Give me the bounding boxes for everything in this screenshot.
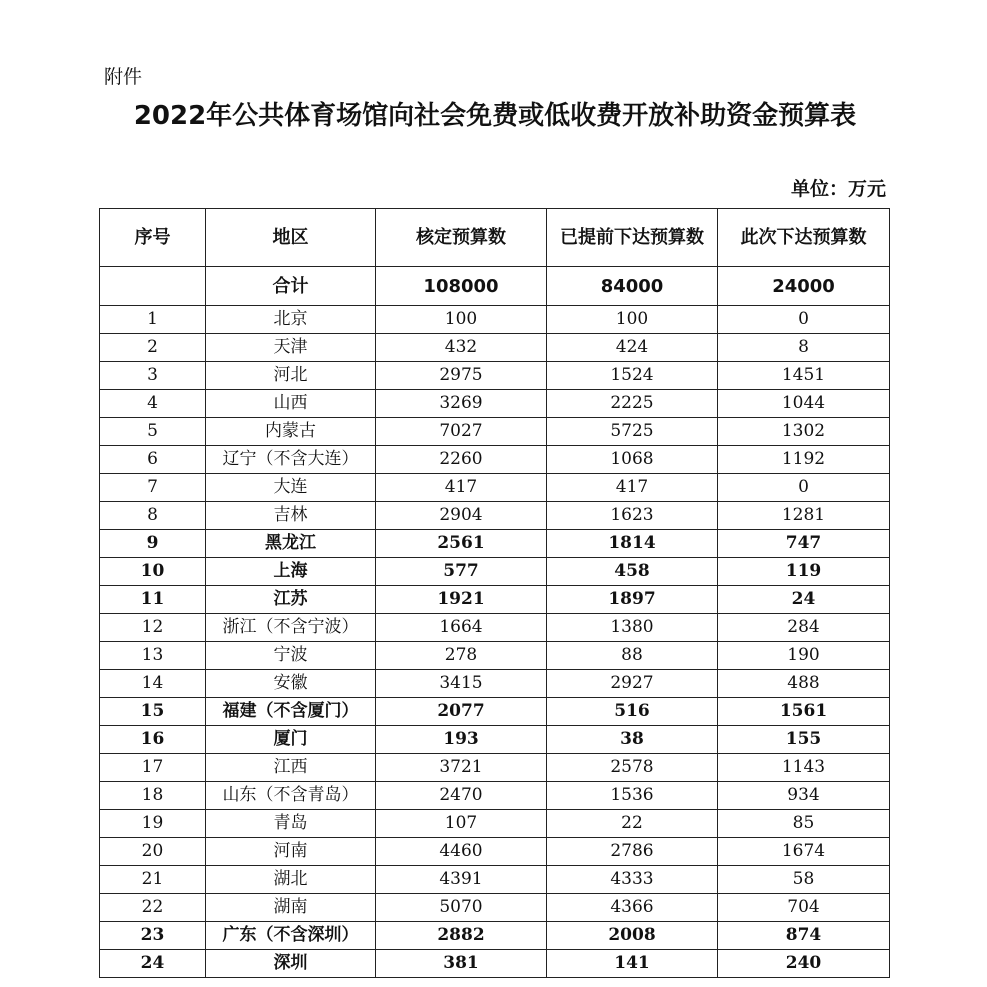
row-current: 119 <box>718 558 890 586</box>
row-number: 1 <box>100 306 206 334</box>
row-advance: 1068 <box>547 446 718 474</box>
row-number: 18 <box>100 782 206 810</box>
row-approved: 2077 <box>376 698 547 726</box>
row-number: 23 <box>100 922 206 950</box>
table-row <box>100 838 890 866</box>
row-approved: 381 <box>376 950 547 978</box>
row-advance: 2578 <box>547 754 718 782</box>
row-number: 7 <box>100 474 206 502</box>
row-number: 9 <box>100 530 206 558</box>
row-advance: 1623 <box>547 502 718 530</box>
table-row <box>100 334 890 362</box>
table-row <box>100 306 890 334</box>
row-approved: 4391 <box>376 866 547 894</box>
row-advance: 2786 <box>547 838 718 866</box>
table-row <box>100 530 890 558</box>
row-current: 747 <box>718 530 890 558</box>
header-advance: 已提前下达预算数 <box>547 209 718 267</box>
header-region: 地区 <box>206 209 376 267</box>
header-no: 序号 <box>100 209 206 267</box>
row-region: 宁波 <box>206 642 376 670</box>
header-approved: 核定预算数 <box>376 209 547 267</box>
row-advance: 1897 <box>547 586 718 614</box>
row-approved: 5070 <box>376 894 547 922</box>
row-approved: 7027 <box>376 418 547 446</box>
row-current: 1674 <box>718 838 890 866</box>
row-region: 江西 <box>206 754 376 782</box>
table-row <box>100 586 890 614</box>
row-current: 240 <box>718 950 890 978</box>
row-current: 155 <box>718 726 890 754</box>
header-current: 此次下达预算数 <box>718 209 890 267</box>
row-number: 22 <box>100 894 206 922</box>
row-approved: 417 <box>376 474 547 502</box>
row-approved: 3269 <box>376 390 547 418</box>
row-number: 5 <box>100 418 206 446</box>
row-current: 24 <box>718 586 890 614</box>
row-advance: 4333 <box>547 866 718 894</box>
row-advance: 2927 <box>547 670 718 698</box>
row-current: 190 <box>718 642 890 670</box>
row-current: 1044 <box>718 390 890 418</box>
row-approved: 2561 <box>376 530 547 558</box>
row-advance: 4366 <box>547 894 718 922</box>
table-row <box>100 614 890 642</box>
row-number: 12 <box>100 614 206 642</box>
row-number: 2 <box>100 334 206 362</box>
unit-label: 单位：万元 <box>790 178 886 200</box>
row-approved: 3721 <box>376 754 547 782</box>
row-current: 488 <box>718 670 890 698</box>
total-approved: 108000 <box>376 267 547 306</box>
row-approved: 2975 <box>376 362 547 390</box>
table-row <box>100 558 890 586</box>
table-row <box>100 782 890 810</box>
row-number: 17 <box>100 754 206 782</box>
row-current: 1281 <box>718 502 890 530</box>
row-approved: 100 <box>376 306 547 334</box>
row-region: 内蒙古 <box>206 418 376 446</box>
attachment-label: 附件 <box>104 66 143 88</box>
row-region: 吉林 <box>206 502 376 530</box>
row-region: 广东（不含深圳） <box>206 922 376 950</box>
row-current: 0 <box>718 474 890 502</box>
row-number: 21 <box>100 866 206 894</box>
row-region: 湖北 <box>206 866 376 894</box>
row-number: 19 <box>100 810 206 838</box>
row-region: 福建（不含厦门） <box>206 698 376 726</box>
row-approved: 278 <box>376 642 547 670</box>
row-advance: 5725 <box>547 418 718 446</box>
row-region: 天津 <box>206 334 376 362</box>
total-label: 合计 <box>206 267 376 306</box>
table-row <box>100 642 890 670</box>
row-advance: 100 <box>547 306 718 334</box>
table-row <box>100 894 890 922</box>
row-number: 11 <box>100 586 206 614</box>
row-region: 河北 <box>206 362 376 390</box>
row-current: 0 <box>718 306 890 334</box>
row-number: 16 <box>100 726 206 754</box>
row-approved: 107 <box>376 810 547 838</box>
row-advance: 1536 <box>547 782 718 810</box>
row-approved: 2882 <box>376 922 547 950</box>
table-row <box>100 670 890 698</box>
row-approved: 577 <box>376 558 547 586</box>
row-advance: 417 <box>547 474 718 502</box>
row-approved: 1664 <box>376 614 547 642</box>
row-advance: 2225 <box>547 390 718 418</box>
row-advance: 1814 <box>547 530 718 558</box>
row-number: 14 <box>100 670 206 698</box>
row-region: 黑龙江 <box>206 530 376 558</box>
row-current: 58 <box>718 866 890 894</box>
row-current: 8 <box>718 334 890 362</box>
table-row <box>100 362 890 390</box>
table-row <box>100 810 890 838</box>
page-title: 2022年公共体育场馆向社会免费或低收费开放补助资金预算表 <box>133 101 857 131</box>
row-advance: 1380 <box>547 614 718 642</box>
row-approved: 2470 <box>376 782 547 810</box>
table-row <box>100 390 890 418</box>
row-region: 江苏 <box>206 586 376 614</box>
header-row <box>100 209 890 267</box>
row-current: 1192 <box>718 446 890 474</box>
row-approved: 432 <box>376 334 547 362</box>
total-row <box>100 267 890 306</box>
row-region: 安徽 <box>206 670 376 698</box>
budget-table <box>99 208 890 978</box>
table-row <box>100 922 890 950</box>
row-advance: 141 <box>547 950 718 978</box>
row-current: 1561 <box>718 698 890 726</box>
table-row <box>100 446 890 474</box>
table-row <box>100 474 890 502</box>
row-region: 山东（不含青岛） <box>206 782 376 810</box>
row-region: 大连 <box>206 474 376 502</box>
row-current: 1143 <box>718 754 890 782</box>
row-number: 6 <box>100 446 206 474</box>
row-region: 河南 <box>206 838 376 866</box>
row-region: 青岛 <box>206 810 376 838</box>
row-number: 4 <box>100 390 206 418</box>
row-region: 北京 <box>206 306 376 334</box>
table-row <box>100 754 890 782</box>
row-number: 20 <box>100 838 206 866</box>
row-region: 辽宁（不含大连） <box>206 446 376 474</box>
row-advance: 458 <box>547 558 718 586</box>
row-current: 1302 <box>718 418 890 446</box>
row-approved: 2904 <box>376 502 547 530</box>
row-number: 13 <box>100 642 206 670</box>
table-row <box>100 726 890 754</box>
table-row <box>100 866 890 894</box>
row-advance: 22 <box>547 810 718 838</box>
row-region: 上海 <box>206 558 376 586</box>
table-row <box>100 698 890 726</box>
total-no <box>100 267 206 306</box>
row-region: 浙江（不含宁波） <box>206 614 376 642</box>
row-number: 3 <box>100 362 206 390</box>
row-number: 8 <box>100 502 206 530</box>
table-row <box>100 950 890 978</box>
row-approved: 4460 <box>376 838 547 866</box>
row-current: 704 <box>718 894 890 922</box>
row-number: 10 <box>100 558 206 586</box>
row-current: 284 <box>718 614 890 642</box>
row-advance: 88 <box>547 642 718 670</box>
row-number: 24 <box>100 950 206 978</box>
row-region: 厦门 <box>206 726 376 754</box>
row-approved: 2260 <box>376 446 547 474</box>
table-row <box>100 418 890 446</box>
row-approved: 1921 <box>376 586 547 614</box>
row-current: 85 <box>718 810 890 838</box>
row-advance: 424 <box>547 334 718 362</box>
row-advance: 1524 <box>547 362 718 390</box>
total-current: 24000 <box>718 267 890 306</box>
row-approved: 193 <box>376 726 547 754</box>
row-current: 874 <box>718 922 890 950</box>
row-approved: 3415 <box>376 670 547 698</box>
row-advance: 2008 <box>547 922 718 950</box>
row-region: 湖南 <box>206 894 376 922</box>
row-advance: 516 <box>547 698 718 726</box>
row-current: 1451 <box>718 362 890 390</box>
row-number: 15 <box>100 698 206 726</box>
row-region: 深圳 <box>206 950 376 978</box>
row-region: 山西 <box>206 390 376 418</box>
row-current: 934 <box>718 782 890 810</box>
total-advance: 84000 <box>547 267 718 306</box>
table-row <box>100 502 890 530</box>
row-advance: 38 <box>547 726 718 754</box>
